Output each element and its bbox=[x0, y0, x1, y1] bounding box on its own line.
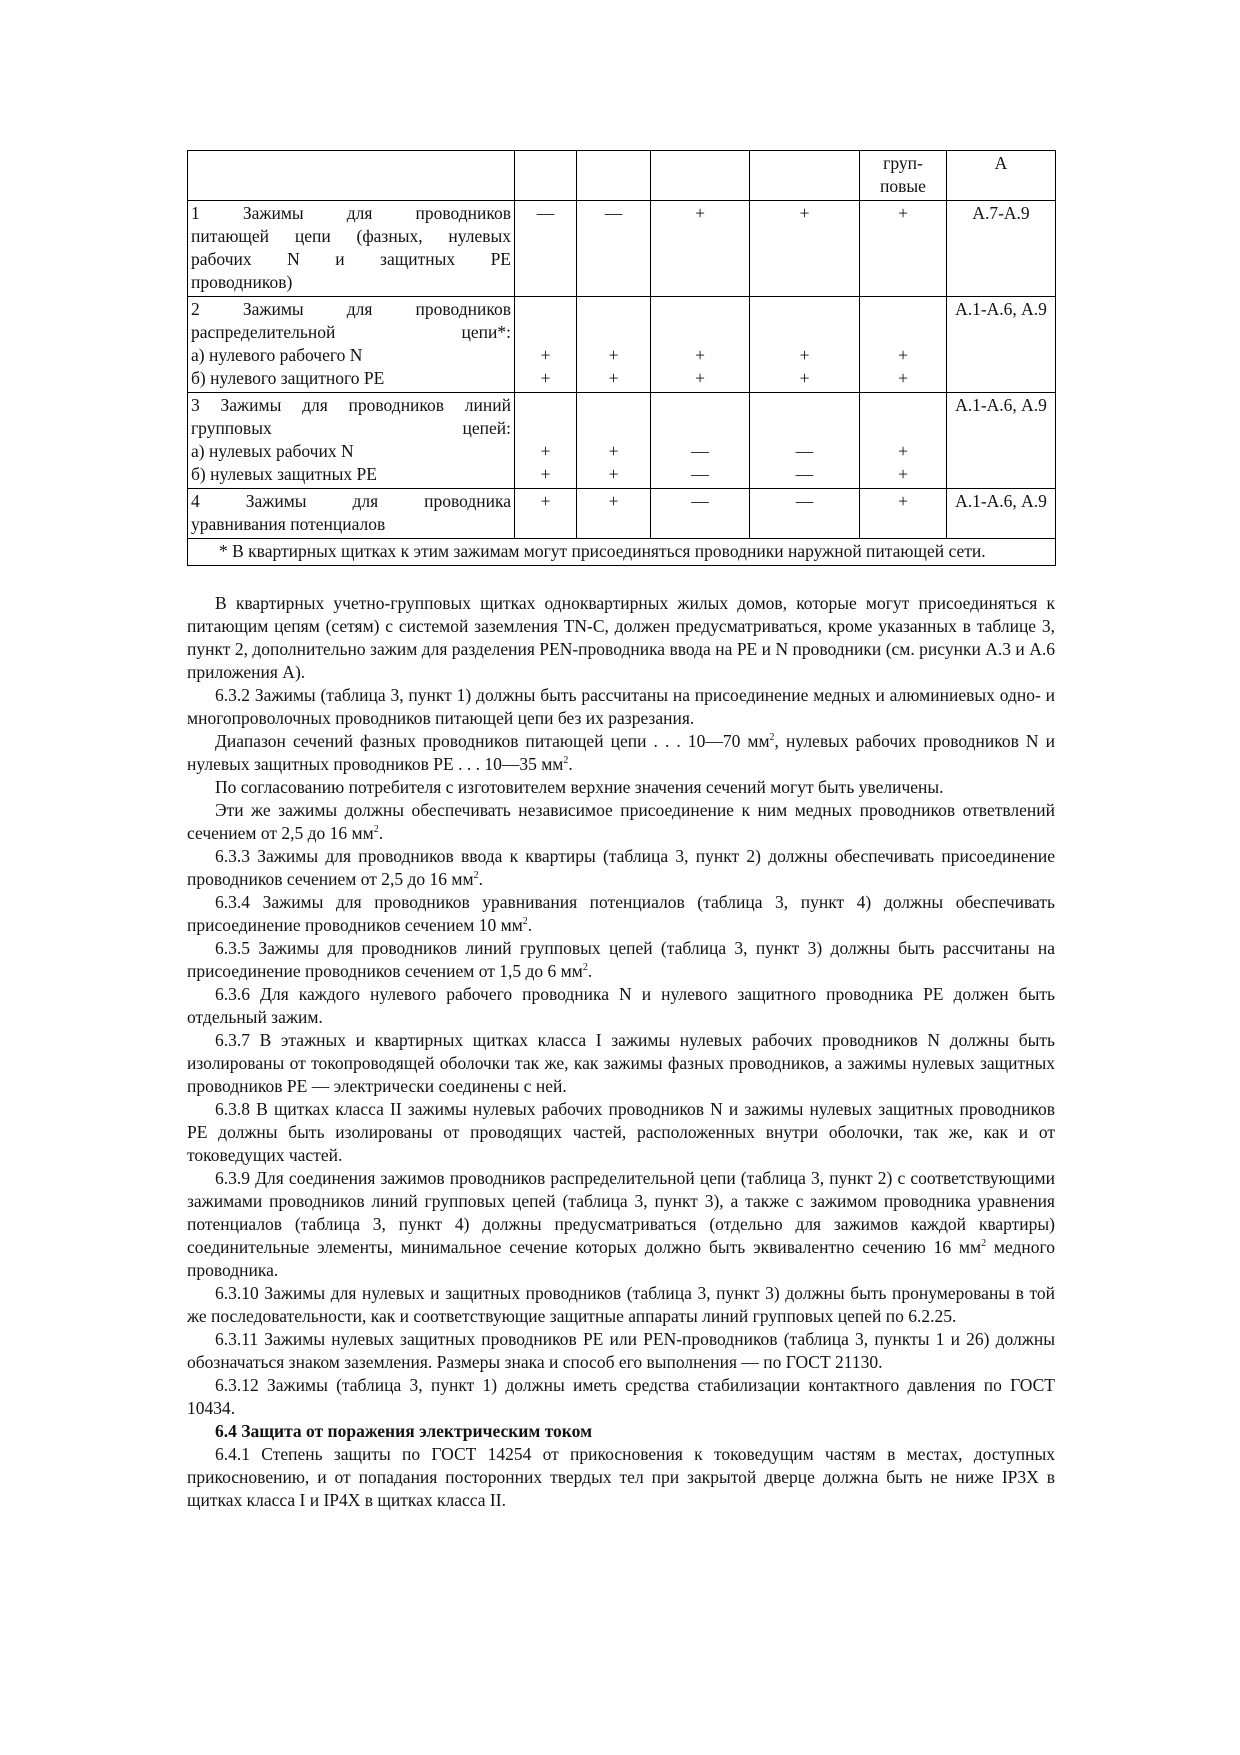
mark-cell bbox=[860, 489, 947, 539]
paragraph: 6.3.8 В щитках класса II зажимы нулевых рабочих проводников N и зажимы нулевых защитных проводников PE должны быть изолированы от проводящих частей, расположенных внутри оболочки, так же, как и от токоведущих частей. bbox=[187, 1099, 1055, 1165]
paragraph: В квартирных учетно-групповых щитках одноквартирных жилых домов, которые могут присоединяться к питающим цепям (сетям) с системой заземления TN-C, должен предусматриваться, кроме указанных в таблице 3, пункт 2, дополнительно зажим для разделения PEN-проводника ввода на PE и N проводники (см. рисунки А.3 и А.6 приложения А). bbox=[187, 593, 1055, 682]
mark bbox=[863, 417, 943, 440]
mark-cell bbox=[750, 489, 860, 539]
mark-cell bbox=[651, 393, 750, 489]
superscript-2: 2 bbox=[473, 870, 479, 881]
mark-cell bbox=[515, 201, 577, 297]
mark bbox=[753, 417, 856, 440]
clamps-table-body bbox=[188, 151, 1056, 566]
superscript-2: 2 bbox=[522, 916, 528, 927]
mark-cell bbox=[651, 201, 750, 297]
table-row bbox=[188, 297, 1056, 393]
superscript-2: 2 bbox=[582, 962, 588, 973]
mark bbox=[518, 394, 573, 417]
row-description-line: 4 Зажимы для проводника bbox=[191, 491, 511, 511]
paragraph: 6.3.6 Для каждого нулевого рабочего проводника N и нулевого защитного проводника PE должен быть отдельный зажим. bbox=[187, 984, 1055, 1027]
paragraph: 6.4.1 Степень защиты по ГОСТ 14254 от прикосновения к токоведущим частям в местах, доступных прикосновению, и от попадания посторонних твердых тел при закрытой дверце должна быть не ниже IP3X в щитках класса I и IP4X в щитках класса II. bbox=[187, 1444, 1055, 1510]
mark-cell bbox=[860, 393, 947, 489]
superscript-2: 2 bbox=[981, 1238, 987, 1249]
mark bbox=[654, 321, 746, 344]
mark: + bbox=[540, 464, 551, 484]
row-description-line: 3 Зажимы для проводников линий bbox=[191, 395, 511, 415]
row-description-line: уравнивания потенциалов bbox=[191, 514, 386, 534]
paragraph: 6.3.4 Зажимы для проводников уравнивания потенциалов (таблица 3, пункт 4) должны обеспечивать присоединение проводников сечением 10 $мм^2$. bbox=[187, 892, 1055, 935]
header-cell bbox=[577, 151, 651, 201]
paragraph: 6.3.5 Зажимы для проводников линий групповых цепей (таблица 3, пункт 3) должны быть рассчитаны на присоединение проводников сечением от 1,5 до 6 $мм^2$. bbox=[187, 938, 1055, 981]
table-row bbox=[188, 489, 1056, 539]
header-cell bbox=[651, 151, 750, 201]
clamps-table bbox=[187, 150, 1056, 566]
row-description-line: а) нулевого рабочего N bbox=[191, 345, 363, 365]
mark-cell bbox=[750, 201, 860, 297]
mark bbox=[863, 321, 943, 344]
mark: + bbox=[898, 368, 908, 388]
mark: + bbox=[608, 464, 619, 484]
mark: + bbox=[898, 441, 908, 461]
mark bbox=[654, 417, 746, 440]
mark-cell bbox=[860, 297, 947, 393]
mark: + bbox=[540, 345, 551, 365]
mark-cell bbox=[577, 489, 651, 539]
row-description bbox=[188, 393, 515, 489]
table-footnote-row bbox=[188, 539, 1056, 566]
mark bbox=[753, 321, 856, 344]
mark: + bbox=[540, 368, 551, 388]
mark bbox=[753, 298, 856, 321]
header-cell-group: груп-повые bbox=[860, 151, 947, 201]
paragraph: 6.3.12 Зажимы (таблица 3, пункт 1) должны иметь средства стабилизации контактного давления по ГОСТ 10434. bbox=[187, 1375, 1055, 1418]
mark-cell bbox=[515, 489, 577, 539]
mark: + bbox=[608, 368, 619, 388]
row-description-line: проводников) bbox=[191, 272, 293, 292]
superscript-2: 2 bbox=[563, 755, 569, 766]
mark: + bbox=[608, 345, 619, 365]
mark-cell bbox=[651, 489, 750, 539]
row-description-line: 1 Зажимы для проводников bbox=[191, 203, 511, 223]
row-description-line: а) нулевых рабочих N bbox=[191, 441, 354, 461]
header-cell bbox=[750, 151, 860, 201]
mark bbox=[518, 298, 573, 321]
mark bbox=[654, 394, 746, 417]
paragraph: 6.3.2 Зажимы (таблица 3, пункт 1) должны быть рассчитаны на присоединение медных и алюминиевых одно- и многопроволочных проводников питающей цепи без их разрезания. bbox=[187, 685, 1055, 728]
paragraph: 6.3.3 Зажимы для проводников ввода к квартиры (таблица 3, пункт 2) должны обеспечивать присоединение проводников сечением от 2,5 до 16 $мм^2$. bbox=[187, 846, 1055, 889]
superscript-2: 2 bbox=[373, 824, 379, 835]
mark: — bbox=[795, 441, 814, 461]
row-description bbox=[188, 489, 515, 539]
mark: + bbox=[898, 203, 908, 223]
header-cell bbox=[515, 151, 577, 201]
mark bbox=[580, 321, 647, 344]
mark-cell bbox=[577, 393, 651, 489]
mark-cell bbox=[651, 297, 750, 393]
row-description-line: групповых цепей: bbox=[191, 418, 511, 438]
row-description-line: 2 Зажимы для проводников bbox=[191, 299, 511, 319]
appendix-ref: А.1-А.6, А.9 bbox=[947, 393, 1056, 489]
paragraph: 6.3.10 Зажимы для нулевых и защитных проводников (таблица 3, пункт 3) должны быть пронумерованы в той же последовательности, как и соответствующие защитные аппараты линий групповых цепей по 6.2.25. bbox=[187, 1283, 1055, 1326]
mark bbox=[753, 394, 856, 417]
mark: + bbox=[608, 491, 619, 511]
mark: — bbox=[691, 491, 709, 511]
paragraph: 6.3.11 Зажимы нулевых защитных проводников PE или PEN-проводников (таблица 3, пункты 1 и 26) должны обозначаться знаком заземления. Размеры знака и способ его выполнения — по ГОСТ 21130. bbox=[187, 1329, 1055, 1372]
paragraph: 6.3.9 Для соединения зажимов проводников распределительной цепи (таблица 3, пункт 2) с соответствующими зажимами проводников линий групповых цепей (таблица 3, пункт 3), а также с зажимом проводника уравнения потенциалов (таблица 3, пункт 4) должны предусматриваться (отдельно для зажимов каждой квартиры) соединительные элементы, минимальное сечение которых должно быть эквивалентно сечению 16 $мм^2$ медного проводника. bbox=[187, 1168, 1055, 1280]
mark: — bbox=[795, 491, 814, 511]
row-description bbox=[188, 297, 515, 393]
mark: + bbox=[898, 345, 908, 365]
mark: + bbox=[799, 203, 810, 223]
row-description-line: распределительной цепи*: bbox=[191, 322, 511, 342]
table-header-row bbox=[188, 151, 1056, 201]
header-cell-appendix: А bbox=[947, 151, 1056, 201]
mark-cell bbox=[750, 297, 860, 393]
row-description-line: б) нулевого защитного PE bbox=[191, 368, 385, 388]
mark: — bbox=[604, 203, 623, 223]
mark-cell bbox=[515, 393, 577, 489]
row-description-line: питающей цепи (фазных, нулевых bbox=[191, 226, 511, 246]
mark-cell bbox=[750, 393, 860, 489]
mark bbox=[654, 298, 746, 321]
mark bbox=[863, 394, 943, 417]
mark: + bbox=[695, 345, 705, 365]
mark: + bbox=[898, 464, 908, 484]
mark-cell bbox=[577, 297, 651, 393]
mark: + bbox=[695, 203, 705, 223]
mark: — bbox=[536, 203, 555, 223]
mark bbox=[863, 298, 943, 321]
mark: + bbox=[898, 491, 908, 511]
table-row bbox=[188, 201, 1056, 297]
paragraph: Диапазон сечений фазных проводников питающей цепи . . . 10—70 $мм^2$, нулевых рабочих проводников N и нулевых защитных проводников PE . . . 10—35 $мм^2$. bbox=[187, 731, 1055, 774]
mark-cell bbox=[515, 297, 577, 393]
mark bbox=[518, 417, 573, 440]
mark: + bbox=[608, 441, 619, 461]
mark: + bbox=[799, 345, 810, 365]
appendix-ref: А.7-А.9 bbox=[947, 201, 1056, 297]
mark: + bbox=[540, 491, 551, 511]
table-row bbox=[188, 393, 1056, 489]
appendix-ref: А.1-А.6, А.9 bbox=[947, 297, 1056, 393]
mark: — bbox=[691, 464, 709, 484]
section-heading: 6.4 Защита от поражения электрическим током bbox=[215, 1421, 592, 1441]
mark bbox=[580, 394, 647, 417]
mark: + bbox=[799, 368, 810, 388]
appendix-ref: А.1-А.6, А.9 bbox=[947, 489, 1056, 539]
table-footnote: * В квартирных щитках к этим зажимам могут присоединяться проводники наружной питающей сети. bbox=[188, 539, 1056, 566]
mark-cell bbox=[577, 201, 651, 297]
mark bbox=[518, 321, 573, 344]
header-cell bbox=[188, 151, 515, 201]
row-description-line: рабочих N и защитных PE bbox=[191, 249, 511, 269]
mark: + bbox=[695, 368, 705, 388]
mark bbox=[580, 298, 647, 321]
row-description bbox=[188, 201, 515, 297]
mark: — bbox=[691, 441, 709, 461]
paragraph: Эти же зажимы должны обеспечивать независимое присоединение к ним медных проводников ответвлений сечением от 2,5 до 16 $мм^2$. bbox=[187, 800, 1055, 843]
paragraph: 6.3.7 В этажных и квартирных щитках класса I зажимы нулевых рабочих проводников N должны быть изолированы от токопроводящей оболочки так же, как зажимы фазных проводников, а зажимы нулевых защитных проводников PE — электрически соединены с ней. bbox=[187, 1030, 1055, 1096]
document-page bbox=[187, 150, 1055, 1512]
mark bbox=[580, 417, 647, 440]
superscript-2: 2 bbox=[769, 732, 775, 743]
mark-cell bbox=[860, 201, 947, 297]
mark: — bbox=[795, 464, 814, 484]
document-body bbox=[187, 592, 1055, 1512]
paragraph: По согласованию потребителя с изготовителем верхние значения сечений могут быть увеличены. bbox=[215, 777, 944, 797]
row-description-line: б) нулевых защитных PE bbox=[191, 464, 377, 484]
mark: + bbox=[540, 441, 551, 461]
